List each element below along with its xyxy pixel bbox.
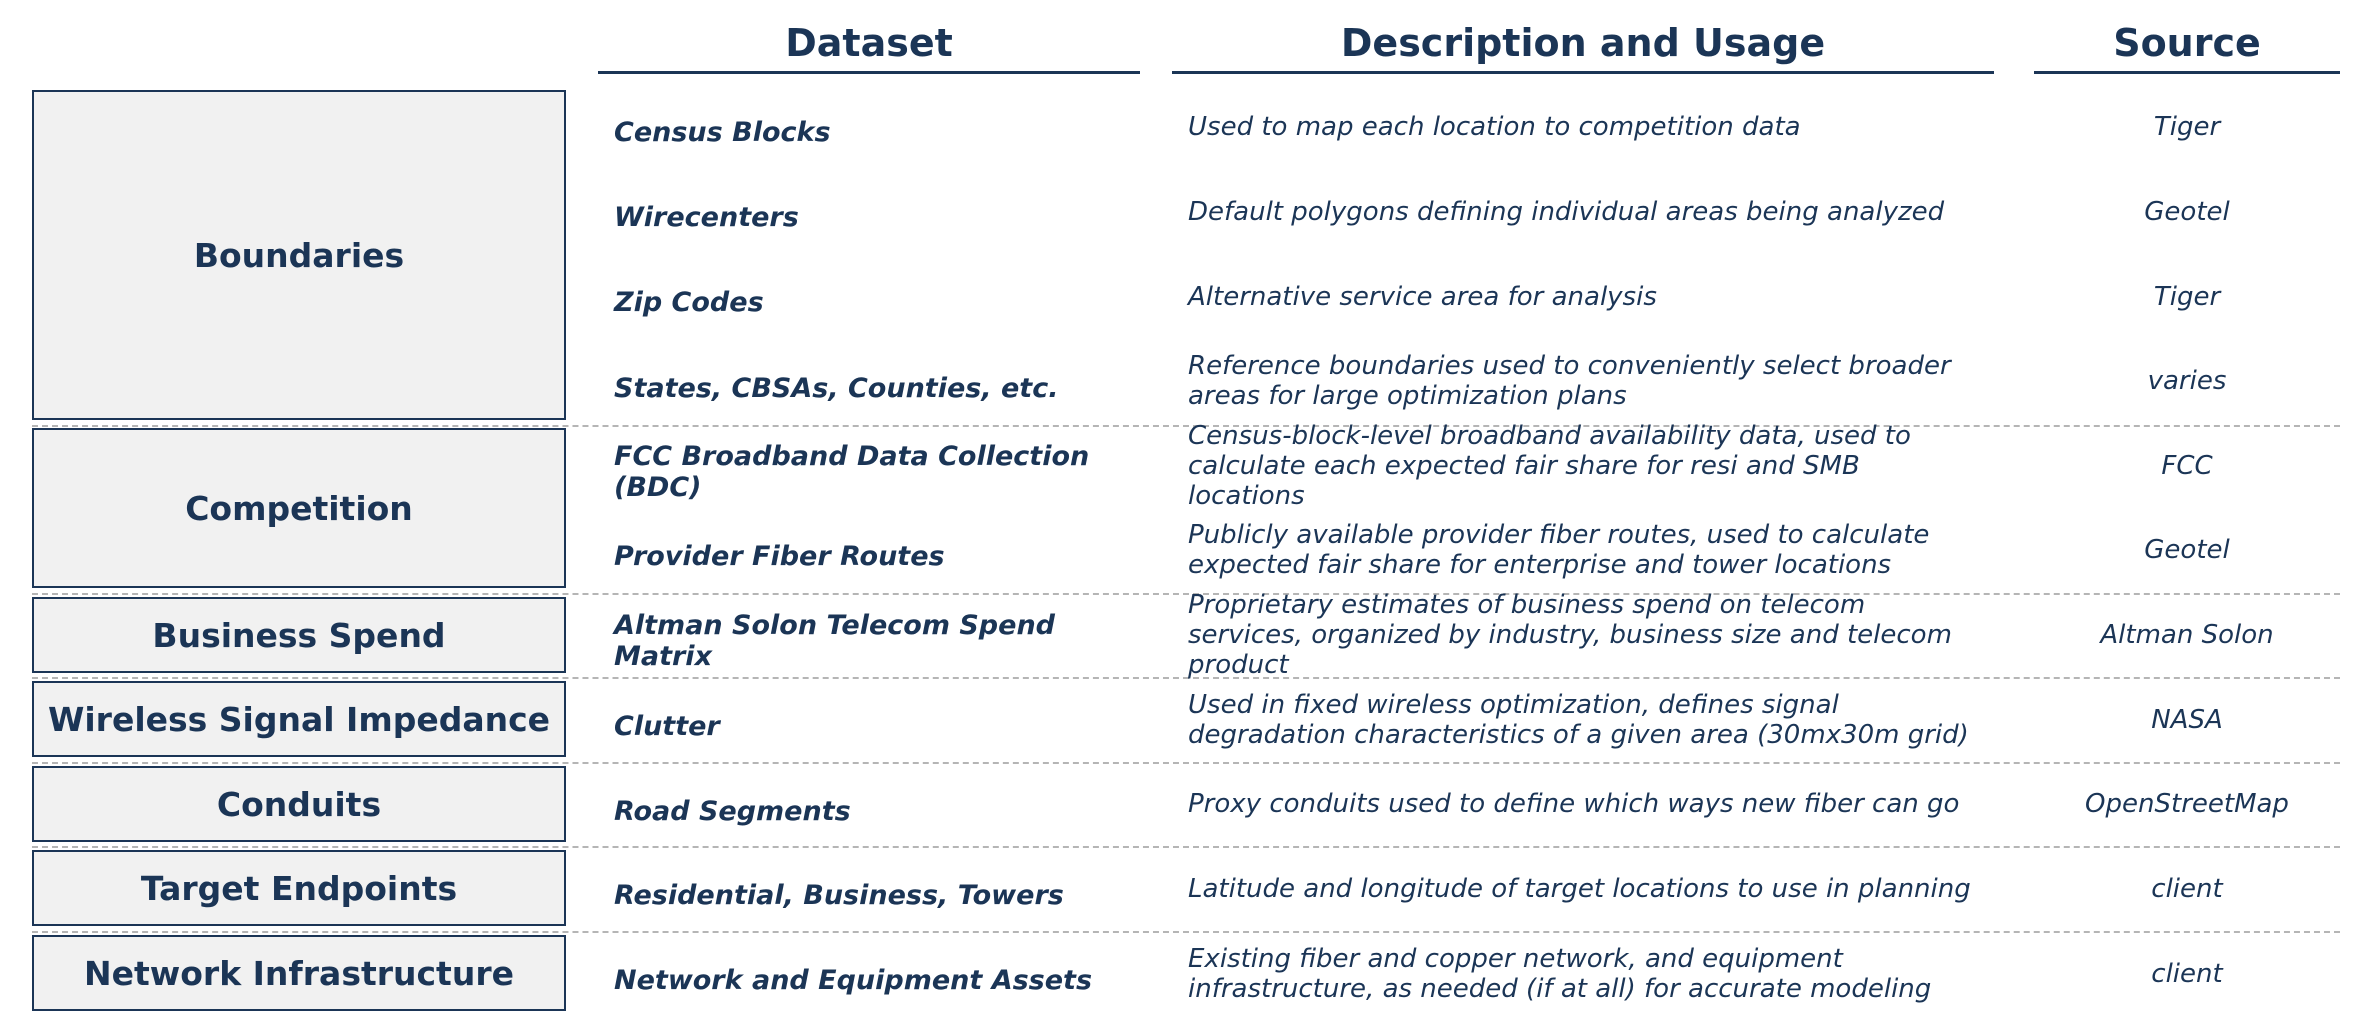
- header-description: Description and Usage: [1172, 14, 1994, 74]
- dataset-description: Alternative service area for analysis: [1188, 282, 1657, 312]
- dataset-description: Reference boundaries used to conveniently select broader areas for large optimization plans: [1188, 351, 1951, 411]
- dataset-source: client: [2151, 959, 2223, 989]
- category-target-endpoints: Target Endpoints: [32, 850, 566, 926]
- dataset-description: Proxy conduits used to define which ways new fiber can go: [1188, 789, 1960, 819]
- header-source: Source: [2034, 14, 2340, 74]
- dataset-name: Altman Solon Telecom Spend Matrix: [614, 610, 1055, 672]
- dataset-source: Altman Solon: [2100, 620, 2274, 650]
- dataset-description: Existing fiber and copper network, and equipment infrastructure, as needed (if at all) for accurate modeling: [1188, 944, 1932, 1004]
- category-network-infrastructure: Network Infrastructure: [32, 935, 566, 1011]
- dataset-name: Provider Fiber Routes: [614, 540, 945, 572]
- dataset-description: Used in fixed wireless optimization, defines signal degradation characteristics of a given area (30mx30m grid): [1188, 690, 1969, 750]
- dataset-source: Geotel: [2144, 535, 2230, 565]
- group-separator: [32, 846, 2340, 848]
- dataset-description: Publicly available provider fiber routes, used to calculate expected fair share for enterprise and tower locations: [1188, 520, 1930, 580]
- dataset-source: Tiger: [2153, 112, 2221, 142]
- dataset-source: NASA: [2151, 705, 2223, 735]
- dataset-source: OpenStreetMap: [2085, 789, 2289, 819]
- category-business-spend: Business Spend: [32, 597, 566, 673]
- dataset-name: Census Blocks: [614, 116, 831, 148]
- dataset-name: Network and Equipment Assets: [614, 964, 1093, 996]
- dataset-name: States, CBSAs, Counties, etc.: [614, 372, 1059, 404]
- dataset-name: Zip Codes: [614, 286, 764, 318]
- dataset-name: Residential, Business, Towers: [614, 879, 1064, 911]
- dataset-source: Geotel: [2144, 197, 2230, 227]
- category-conduits: Conduits: [32, 766, 566, 842]
- category-competition: Competition: [32, 428, 566, 588]
- header-dataset: Dataset: [598, 14, 1140, 74]
- category-boundaries: Boundaries: [32, 90, 566, 420]
- dataset-name: Road Segments: [614, 795, 851, 827]
- dataset-description: Used to map each location to competition data: [1188, 112, 1801, 142]
- group-separator: [32, 425, 2340, 427]
- dataset-description: Latitude and longitude of target locations to use in planning: [1188, 874, 1971, 904]
- group-separator: [32, 762, 2340, 764]
- dataset-description: Proprietary estimates of business spend on telecom services, organized by industry, business size and telecom product: [1188, 590, 1952, 680]
- dataset-description: Census-block-level broadband availability data, used to calculate each expected fair share for resi and SMB locations: [1188, 421, 1911, 511]
- dataset-description: Default polygons defining individual areas being analyzed: [1188, 197, 1945, 227]
- dataset-name: Clutter: [614, 710, 720, 742]
- group-separator: [32, 931, 2340, 933]
- dataset-source: varies: [2147, 366, 2227, 396]
- dataset-source: FCC: [2161, 451, 2213, 481]
- dataset-name: FCC Broadband Data Collection (BDC): [614, 441, 1090, 503]
- dataset-name: Wirecenters: [614, 201, 799, 233]
- dataset-source: client: [2151, 874, 2223, 904]
- group-separator: [32, 593, 2340, 595]
- category-wireless-signal-impedance: Wireless Signal Impedance: [32, 681, 566, 757]
- dataset-source: Tiger: [2153, 282, 2221, 312]
- group-separator: [32, 677, 2340, 679]
